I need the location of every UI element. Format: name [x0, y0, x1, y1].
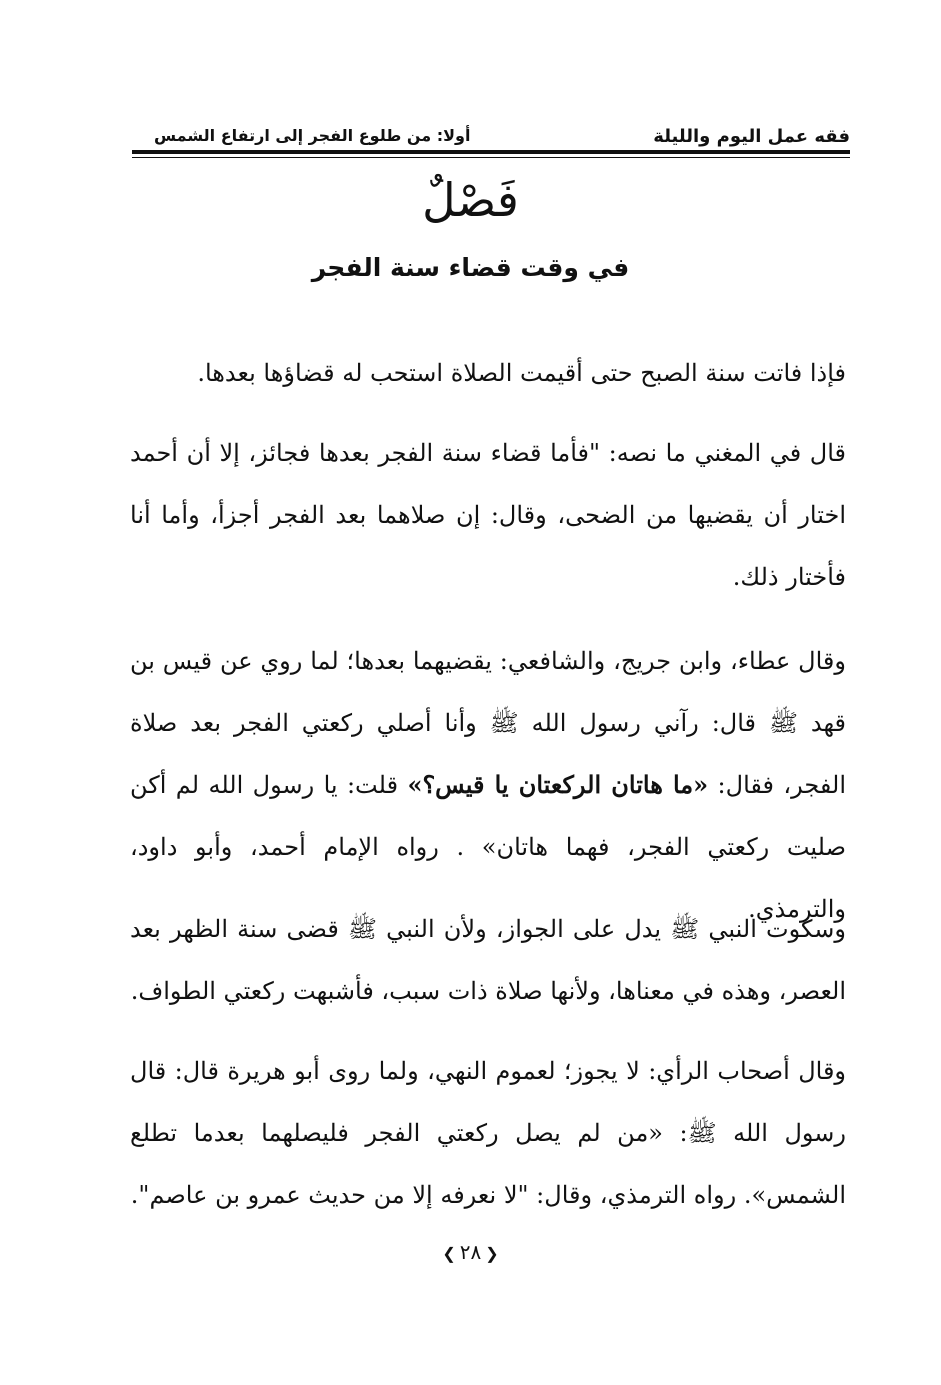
section-subtitle: في وقت قضاء سنة الفجر [311, 253, 630, 282]
ornament-left-icon: ❮ [485, 1244, 499, 1263]
paragraph-1: فإذا فاتت سنة الصبح حتى أقيمت الصلاة استحب له قضاؤها بعدها. [197, 359, 846, 387]
paragraph-5: وقال أصحاب الرأي: لا يجوز؛ لعموم النهي، ولما روى أبو هريرة قال: قال رسول الله ﷺ: «من لم يصل ركعتي الفجر فليصلهما بعدما تطلع الشمس». رواه الترمذي، وقال: "لا نعرفه إلا من حديث عمرو بن عاصم". [130, 1057, 846, 1209]
header-rule-thin [132, 157, 850, 158]
section-label: فَصْلٌ [422, 173, 519, 227]
hadith-quote: «ما هاتان الركعتان يا قيس؟» [407, 770, 709, 799]
paragraph-3-text-b: قلت: يا رسول الله لم أكن صليت ركعتي الفجر، فهما هاتان» . رواه الإمام أحمد، وأبو داود، والترمذي. [130, 771, 846, 923]
paragraph-2: قال في المغني ما نصه: "فأما قضاء سنة الفجر بعدها فجائز، إلا أن أحمد اختار أن يقضيها من الضحى، وقال: إن صلاهما بعد الفجر أجزأ، وأما أنا فأختار ذلك. [130, 439, 846, 591]
page-number-value: ٢٨ [459, 1240, 482, 1264]
paragraph-3 [130, 630, 846, 940]
book-title: فقه عمل اليوم والليلة [653, 126, 850, 147]
ornament-right-icon: ❯ [442, 1244, 456, 1263]
chapter-title: أولا: من طلوع الفجر إلى ارتفاع الشمس [154, 126, 471, 145]
header-rule-thick [132, 150, 850, 154]
paragraph-4: وسكوت النبي ﷺ يدل على الجواز، ولأن النبي ﷺ قضى سنة الظهر بعد العصر، وهذه في معناها، ولأنها صلاة ذات سبب، فأشبهت ركعتي الطواف. [130, 915, 846, 1005]
running-header [132, 120, 850, 158]
page-number [0, 1240, 941, 1264]
paragraph-3-text-a: وقال عطاء، وابن جريج، والشافعي: يقضيهما بعدها؛ لما روي عن قيس بن قهد ﷺ قال: رآني رسول الله ﷺ وأنا أصلي ركعتي الفجر بعد صلاة الفجر، فقال: [130, 647, 847, 799]
